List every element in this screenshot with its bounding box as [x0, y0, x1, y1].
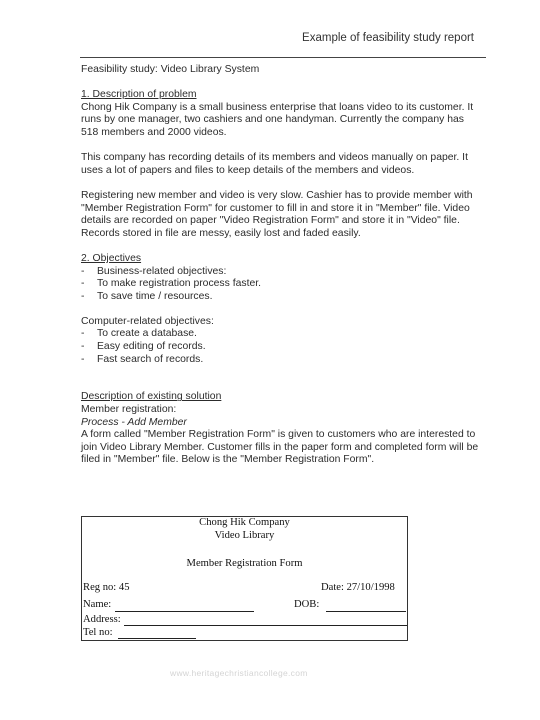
- form-tel-label: Tel no:: [83, 627, 113, 638]
- computer-objectives-list: [81, 328, 481, 366]
- business-objectives-list: [81, 266, 481, 304]
- form-dob-label: DOB:: [294, 599, 320, 610]
- header-divider: [80, 57, 486, 58]
- list-item: - To save time / resources.: [81, 291, 481, 304]
- process-label: Process - Add Member: [81, 416, 187, 428]
- form-date: Date: 27/10/1998: [321, 582, 395, 593]
- form-reg-no: Reg no: 45: [83, 582, 130, 593]
- paragraph-company: Chong Hik Company is a small business enterprise that loans video to its customer. It runs by one manager, two cashiers and one handyman. Currently the company has 518 members and 2000 videos.: [81, 101, 474, 138]
- form-title: Member Registration Form: [186, 558, 303, 569]
- form-company-name: Chong Hik Company: [199, 517, 290, 528]
- form-address-line: [124, 625, 407, 626]
- section-heading-existing-solution: Description of existing solution: [81, 391, 222, 403]
- list-item: - To make registration process faster.: [81, 278, 481, 291]
- form-dob-line: [326, 611, 406, 612]
- report-title: Feasibility study: Video Library System: [81, 64, 260, 75]
- page-header-title: Example of feasibility study report: [302, 32, 474, 44]
- report-body: [81, 64, 481, 467]
- paragraph-manual-records: This company has recording details of its members and videos manually on paper. It uses a lot of papers and files to keep details of the members and videos.: [81, 152, 468, 176]
- list-item: - To create a database.: [81, 328, 481, 341]
- section-heading-objectives: 2. Objectives: [81, 252, 142, 264]
- member-registration-label: Member registration:: [81, 404, 177, 416]
- list-item: - Easy editing of records.: [81, 341, 481, 354]
- paragraph-registration-issue: Registering new member and video is very slow. Cashier has to provide member with "Member Registration Form" for customer to fill in and store it in "Member" file. Video details are recorded on paper "Video Registration Form" and store it in "Video" file. Records stored in file are messy, easily lost and faded easily.: [81, 189, 473, 239]
- computer-objectives-heading: Computer-related objectives:: [81, 315, 214, 327]
- form-name-label: Name:: [83, 599, 112, 610]
- form-tel-line: [118, 638, 196, 639]
- member-registration-form: [81, 516, 408, 641]
- paragraph-form-description: A form called "Member Registration Form" is given to customers who are interested to join Video Library Member. Customer fills in the paper form and completed form will be filed in "Member" file. Below is the "Member Registration Form".: [81, 429, 479, 466]
- form-address-label: Address:: [83, 614, 121, 625]
- list-item: - Business-related objectives:: [81, 266, 481, 279]
- form-name-line: [115, 611, 254, 612]
- section-heading-problem: 1. Description of problem: [81, 89, 197, 101]
- list-item: - Fast search of records.: [81, 354, 481, 367]
- form-subtitle: Video Library: [214, 530, 275, 541]
- watermark-text: www.heritagechristiancollege.com: [170, 668, 308, 678]
